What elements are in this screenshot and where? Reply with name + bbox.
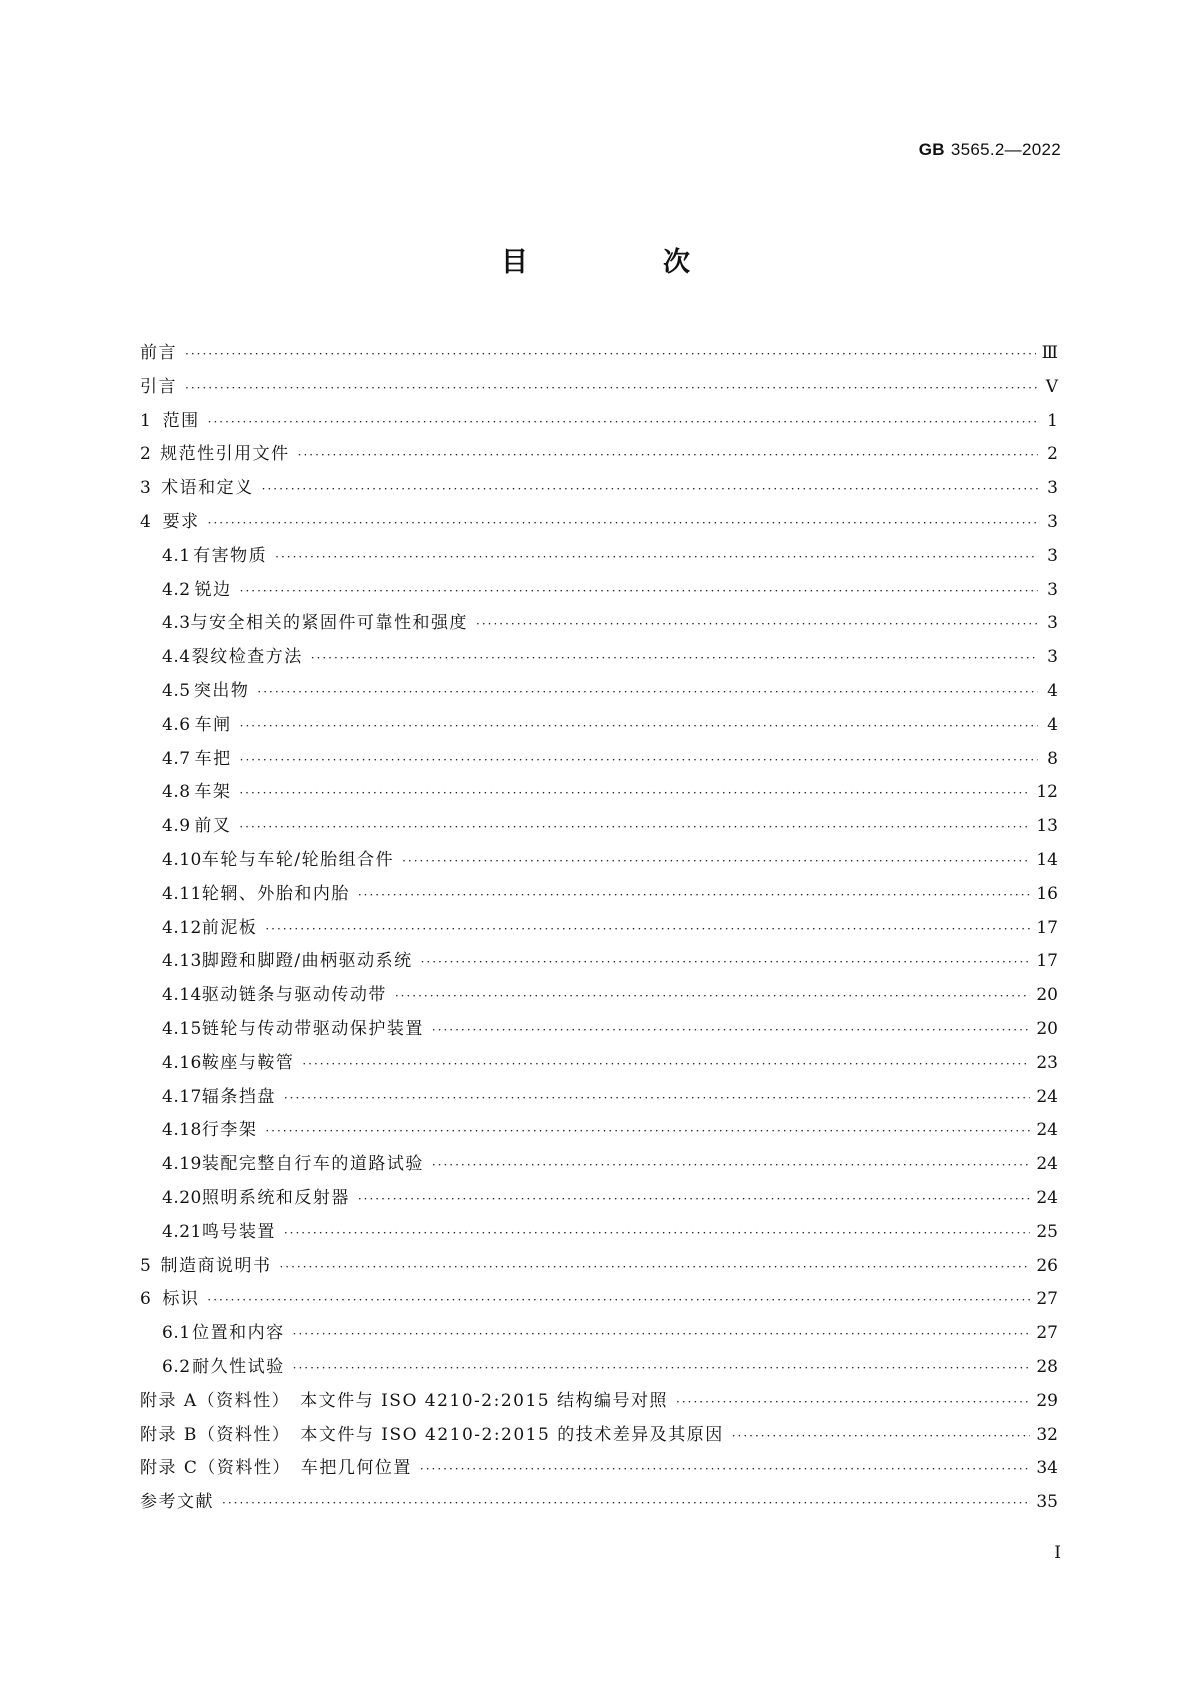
toc-entry-title: 前言 (140, 343, 177, 363)
toc-entry-number: 1 (140, 410, 152, 431)
toc-entry-page: 12 (1036, 782, 1058, 803)
toc-entry-title: 车轮与车轮/轮胎组合件 (201, 849, 395, 870)
toc-entry-title: 突出物 (193, 680, 250, 701)
toc-entry-number: 2 (140, 444, 152, 465)
toc-entry[interactable] (140, 845, 1058, 879)
toc-entry[interactable] (140, 1284, 1058, 1318)
toc-entry[interactable] (140, 1217, 1058, 1251)
toc-entry-page: 13 (1036, 816, 1058, 837)
toc-entry[interactable] (140, 642, 1058, 676)
toc-entry-number: 4.12 (162, 917, 202, 938)
toc-entry-title: 制造商说明书 (160, 1255, 272, 1276)
toc-entry-page: 24 (1036, 1187, 1058, 1208)
toc-entry[interactable] (140, 744, 1058, 778)
toc-entry-number: 4.11 (162, 883, 202, 904)
toc-entry-title: 要求 (162, 511, 200, 532)
toc-dot-leader (732, 1429, 1031, 1443)
toc-entry-title: 附录 A（资料性） 本文件与 ISO 4210-2:2015 结构编号对照 (140, 1390, 669, 1411)
toc-entry-page: 24 (1036, 1154, 1058, 1175)
toc-entry-page: 3 (1047, 613, 1058, 634)
toc-entry-page: 32 (1036, 1424, 1058, 1445)
toc-entry-page: 24 (1036, 1120, 1058, 1141)
toc-entry-number: 4.4 (162, 647, 191, 668)
toc-entry[interactable] (140, 1048, 1058, 1082)
toc-entry[interactable] (140, 1082, 1058, 1116)
toc-entry-number: 4.14 (162, 985, 202, 1006)
toc-dot-leader (262, 482, 1038, 496)
toc-dot-leader (240, 719, 1038, 733)
toc-dot-leader (358, 1192, 1031, 1206)
toc-entry-title: 有害物质 (193, 545, 268, 566)
toc-dot-leader (476, 617, 1038, 631)
toc-dot-leader (395, 989, 1031, 1003)
toc-entry-page: 3 (1047, 511, 1058, 532)
toc-entry[interactable] (140, 372, 1058, 406)
toc-entry[interactable] (140, 541, 1058, 575)
toc-dot-leader (402, 854, 1030, 868)
toc-entry-title: 前泥板 (201, 917, 258, 938)
toc-entry[interactable] (140, 879, 1058, 913)
toc-entry-number: 4.13 (162, 951, 202, 972)
toc-entry[interactable] (140, 1487, 1058, 1521)
toc-dot-leader (298, 448, 1038, 462)
toc-entry-number: 4.3 (162, 613, 191, 634)
toc-entry-page: 26 (1036, 1255, 1058, 1276)
toc-entry[interactable] (140, 1149, 1058, 1183)
toc-entry[interactable] (140, 507, 1058, 541)
toc-entry[interactable] (140, 946, 1058, 980)
toc-dot-leader (284, 1226, 1031, 1240)
toc-dot-leader (265, 922, 1030, 936)
toc-entry[interactable] (140, 439, 1058, 473)
toc-entry-title: 前叉 (194, 816, 232, 837)
toc-dot-leader (185, 381, 1038, 395)
toc-entry-page: 3 (1047, 647, 1058, 668)
toc-entry-page: 35 (1036, 1492, 1058, 1513)
toc-dot-leader (265, 1124, 1030, 1138)
toc-entry-number: 4.2 (162, 579, 191, 600)
toc-entry-title: 鞍座与鞍管 (201, 1052, 295, 1073)
toc-entry[interactable] (140, 473, 1058, 507)
toc-entry[interactable] (140, 980, 1058, 1014)
toc-dot-leader (432, 1023, 1031, 1037)
toc-entry[interactable] (140, 1115, 1058, 1149)
toc-entry-page: 17 (1036, 951, 1058, 972)
toc-entry-number: 4.15 (162, 1018, 202, 1039)
toc-entry-page: 3 (1047, 545, 1058, 566)
toc-entry-page: 34 (1036, 1458, 1058, 1479)
toc-entry-number: 4.19 (162, 1154, 202, 1175)
toc-entry-page: 3 (1047, 579, 1058, 600)
toc-dot-leader (279, 1260, 1030, 1274)
toc-entry[interactable] (140, 1420, 1058, 1454)
toc-entry-number: 4.16 (162, 1052, 202, 1073)
toc-entry-title: 轮辋、外胎和内胎 (201, 883, 350, 904)
toc-dot-leader (284, 1091, 1031, 1105)
toc-dot-leader (676, 1395, 1030, 1409)
toc-entry-number: 4.21 (162, 1221, 202, 1242)
toc-entry-page: 24 (1036, 1086, 1058, 1107)
toc-entry-title: 耐久性试验 (192, 1356, 285, 1377)
toc-entry-number: 5 (140, 1255, 152, 1276)
toc-dot-leader (208, 415, 1038, 429)
toc-dot-leader (208, 516, 1038, 530)
toc-entry-page: 8 (1047, 748, 1058, 769)
toc-dot-leader (207, 1293, 1030, 1307)
toc-dot-leader (240, 584, 1038, 598)
toc-entry-number: 4.7 (162, 748, 191, 769)
toc-dot-leader (358, 888, 1031, 902)
toc-dot-leader (240, 753, 1038, 767)
toc-entry-number: 4.9 (162, 816, 191, 837)
toc-entry-title: 标识 (162, 1289, 200, 1310)
toc-entry-page: 17 (1036, 917, 1058, 938)
toc-entry[interactable] (140, 676, 1058, 710)
toc-dot-leader (239, 786, 1030, 800)
toc-entry-title: 行李架 (201, 1120, 258, 1141)
toc-dot-leader (185, 347, 1036, 361)
toc-entry[interactable] (140, 575, 1058, 609)
standard-prefix: GB (918, 140, 945, 159)
toc-entry-title: 附录 B（资料性） 本文件与 ISO 4210-2:2015 的技术差异及其原因 (140, 1424, 724, 1445)
toc-entry-page: 16 (1036, 883, 1058, 904)
toc-entry-page: 2 (1047, 444, 1058, 465)
toc-entry-page: Ⅴ (1045, 376, 1058, 397)
toc-dot-leader (311, 651, 1038, 665)
toc-entry[interactable] (140, 406, 1058, 440)
toc-entry-page: 28 (1036, 1356, 1058, 1377)
toc-entry-title: 位置和内容 (192, 1323, 285, 1344)
toc-entry-title: 照明系统和反射器 (201, 1187, 350, 1208)
toc-entry-title: 脚蹬和脚蹬/曲柄驱动系统 (201, 951, 413, 972)
toc-entry-title: 辐条挡盘 (201, 1086, 276, 1107)
toc-entry-number: 4 (140, 511, 152, 532)
page-title: 目 次 (501, 247, 744, 278)
toc-entry-page: 1 (1047, 410, 1058, 431)
toc-entry-number: 4.5 (162, 680, 191, 701)
toc-entry-number: 6 (140, 1289, 152, 1310)
toc-entry-page: 4 (1047, 714, 1058, 735)
page-number: Ⅰ (1054, 1543, 1061, 1563)
toc-entry[interactable] (140, 608, 1058, 642)
toc-entry-number: 4.10 (162, 849, 202, 870)
toc-entry[interactable] (140, 1318, 1058, 1352)
toc-entry[interactable] (140, 338, 1058, 372)
toc-entry-title: 链轮与传动带驱动保护装置 (201, 1018, 424, 1039)
toc-entry-title: 附录 C（资料性） 车把几何位置 (140, 1458, 412, 1479)
toc-dot-leader (239, 820, 1030, 834)
toc-dot-leader (293, 1327, 1031, 1341)
toc-dot-leader (421, 955, 1031, 969)
toc-entry-page: 25 (1036, 1221, 1058, 1242)
toc-entry-page: 27 (1036, 1323, 1058, 1344)
toc-entry-page: 27 (1036, 1289, 1058, 1310)
toc-dot-leader (257, 685, 1038, 699)
toc-entry-title: 鸣号装置 (201, 1221, 276, 1242)
toc-entry-number: 4.1 (162, 545, 191, 566)
toc-dot-leader (420, 1462, 1030, 1476)
toc-entry-title: 参考文献 (140, 1492, 214, 1513)
toc-entry-page: 20 (1036, 1018, 1058, 1039)
toc-entry-title: 装配完整自行车的道路试验 (201, 1154, 424, 1175)
toc-entry-title: 引言 (140, 376, 177, 397)
toc-dot-leader (302, 1057, 1030, 1071)
toc-entry-title: 锐边 (194, 579, 232, 600)
toc-entry-page: 4 (1047, 680, 1058, 701)
toc-entry[interactable] (140, 811, 1058, 845)
toc-entry[interactable] (140, 1352, 1058, 1386)
toc-entry-number: 4.20 (162, 1187, 202, 1208)
toc-entry[interactable] (140, 1183, 1058, 1217)
toc-entry-number: 4.17 (162, 1086, 202, 1107)
toc-entry-title: 驱动链条与驱动传动带 (201, 985, 387, 1006)
toc-entry[interactable] (140, 1453, 1058, 1487)
toc-entry-number: 6.1 (162, 1323, 191, 1344)
toc-entry[interactable] (140, 1386, 1058, 1420)
toc-entry-number: 4.8 (162, 782, 191, 803)
table-of-contents (140, 338, 1058, 1521)
toc-entry-title: 车架 (194, 782, 232, 803)
toc-dot-leader (222, 1496, 1030, 1510)
toc-entry-page: Ⅲ (1041, 343, 1058, 363)
toc-entry-page: 29 (1036, 1390, 1058, 1411)
toc-dot-leader (275, 550, 1038, 564)
toc-entry[interactable] (140, 1014, 1058, 1048)
toc-entry-number: 6.2 (162, 1356, 191, 1377)
toc-entry[interactable] (140, 913, 1058, 947)
toc-entry-page: 3 (1047, 478, 1058, 499)
toc-entry-title: 规范性引用文件 (160, 444, 290, 465)
toc-entry-title: 裂纹检查方法 (191, 647, 303, 668)
toc-entry-page: 23 (1036, 1052, 1058, 1073)
toc-entry-title: 范围 (162, 410, 200, 431)
toc-entry-title: 与安全相关的紧固件可靠性和强度 (190, 613, 469, 634)
standard-code (919, 140, 1061, 160)
toc-dot-leader (432, 1158, 1031, 1172)
toc-entry-title: 术语和定义 (161, 478, 254, 499)
toc-entry-title: 车把 (194, 748, 232, 769)
toc-entry[interactable] (140, 710, 1058, 744)
toc-entry-number: 4.18 (162, 1120, 202, 1141)
toc-entry-number: 3 (140, 478, 152, 499)
toc-entry-title: 车闸 (194, 714, 232, 735)
toc-dot-leader (293, 1361, 1031, 1375)
toc-entry-page: 14 (1036, 849, 1058, 870)
toc-entry[interactable] (140, 1251, 1058, 1285)
toc-entry[interactable] (140, 777, 1058, 811)
toc-entry-number: 4.6 (162, 714, 191, 735)
toc-entry-page: 20 (1036, 985, 1058, 1006)
standard-number: 3565.2—2022 (950, 140, 1061, 159)
